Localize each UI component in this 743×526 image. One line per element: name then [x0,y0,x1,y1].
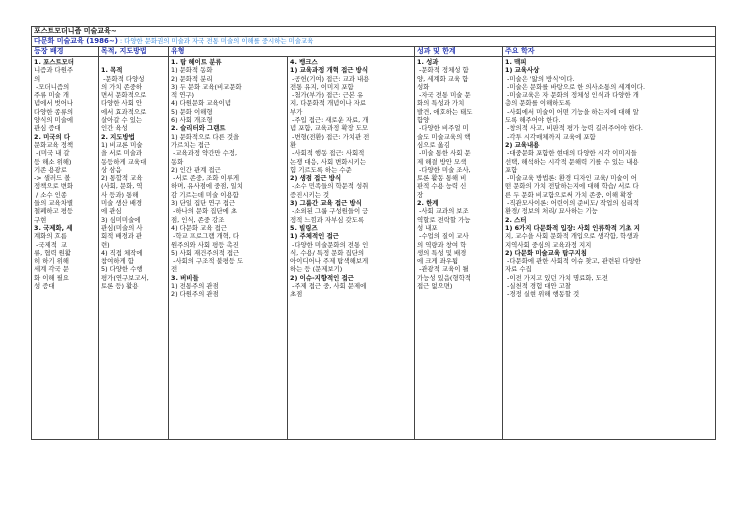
results-line: -다양한 미술 조사, [417,165,471,174]
typeA-line: 2) 다원주의 관점 [171,290,219,299]
typeB-line: 초점 [290,290,303,299]
scholars-line: -각투 시각매체까지 교육에 포함 [505,132,596,141]
purpose-line: 1) 비교론 미술 [101,140,143,149]
typeB-line: 환 [290,140,297,149]
typeA-line: 3) 단일 집단 연구 접근 [171,199,236,208]
document-title: 포스트모더니즘 미술교육~ [32,27,716,37]
column-results [415,57,503,440]
typeA-line: 2) 문화적 분리 [171,74,213,83]
scholars-line: -실천적 경험 대안 고찰 [505,282,572,291]
results-line: 역할로 전락할 가능 [417,215,471,224]
purpose-line: 회적 배경과 관 [101,232,143,241]
scholars-line: 른 두 문화 비교함으로써 가치 존중, 이해 확장 [505,190,633,199]
typeB-line: 2) 생점 접근 방식 [290,174,342,183]
background-line: 다양한 종류의 [34,107,74,116]
typeA-line: 4) 다원문화 교육이념 [171,99,232,108]
typeB-line: -변형(전환) 접근: 가치관 전 [290,132,370,141]
results-line: 장 [417,190,424,199]
background-line: 2. 미국의 다 [34,132,71,141]
purpose-line: 평가(연구보고서, [101,273,149,282]
background-line: 철폐하고 평등 [34,207,74,216]
results-line: -미술 통한 사회 문 [417,149,471,158]
results-line: 심으로 옮김 [417,140,450,149]
purpose-line: (사회, 문화, 역 [101,182,143,191]
typeA-line: 1) 전통주의 관점 [171,282,219,291]
typeB-line: 증진시키는 것 [290,190,330,199]
purpose-line: 을 서로 미술과 [101,149,143,158]
summary-table [31,26,716,440]
purpose-line: 관심(미술의 사 [101,223,143,232]
scholars-line: -경정 실현 위해 행동할 것 [505,290,580,299]
typeB-line: 아이디어나 주제 탐색해보게 [290,257,369,266]
purpose-line: 상 삼음 [101,165,122,174]
background-line: -(미국 내 갈 [34,149,70,158]
purpose-line: 에서 효과적으로 [101,107,147,116]
background-line: 양식의 미술에 [34,116,74,125]
typeA-line: 2. 슬리터와 그랜트 [171,124,226,133]
results-line: 양, 세계화 교육 함 [417,74,469,83]
results-line: 의 역량과 창여 학 [417,240,467,249]
background-line: 들의 교육차별 [34,199,74,208]
column-types-b [288,57,415,440]
typeA-line: -사회의 구조적 불평등 도 [171,257,244,266]
header-background: 등장 배경 [32,47,99,57]
typeA-line: 1) 문화적 동화 [171,66,213,75]
background-line: / 소수 인종 [34,190,67,199]
purpose-line: 토론 등) 활용 [101,282,139,291]
scholars-line: 선택, 해석하는 시각적 문해력 기를 수 있는 내용 [505,157,639,166]
results-line: 성화 [417,82,430,91]
scholars-line: 떤 문화의 가치 전달하는지에 대해 학습/ 서로 다 [505,182,639,191]
purpose-line: 에 관심 [101,207,122,216]
results-line: 화의 특성과 가치 [417,99,465,108]
typeB-line: 3) 그룹간 교육 접근 방식 [290,199,362,208]
purpose-line: 의 가치 존중하 [101,82,143,91]
typeB-line: 념 포함, 교육과정 확장 도모 [290,124,369,133]
typeA-line: 점, 인식, 존중 강조 [171,215,225,224]
results-line: -수업의 질이 교사 [417,232,469,241]
purpose-line: 살아갈 수 있는 [101,116,143,125]
background-line: 의 [34,74,41,83]
results-line: 가능성 있음(형학적 [417,273,471,282]
typeB-line: 1) 주체적인 접근 [290,232,339,241]
scholars-line: -직관모사이론: 어린이의 준비도/ 작업의 심리적 [505,199,640,208]
header-purpose: 목적, 지도방법 [99,47,169,57]
results-line: 술도 미술교육의 핵 [417,132,471,141]
column-background [32,57,99,440]
purpose-line: 인간 육성 [101,124,128,133]
scholars-line: 1) 교육사상 [505,66,540,75]
typeA-line: 1. 탐 헤이트 분류 [171,58,222,66]
typeB-line: -첨가(부가) 접근: 근본 유 [290,91,364,100]
typeA-line: 적 연구) [171,91,195,100]
results-line: -자국 전통 미술 문 [417,91,471,100]
scholars-line: 자료 수집 [505,265,532,274]
typeB-line: -공헌(기여) 접근: 교과 내용 [290,74,370,83]
purpose-line: 참여하게 함 [101,257,134,266]
background-line: 계화의 흐름 [34,232,67,241]
background-line: 화 이해 필요 [34,273,69,282]
typeB-line: 2) 이슈-지향적인 접근 [290,273,354,282]
subtitle-main: 다문화 미술교육 (1986~) [34,37,118,45]
scholars-line: 2) 다문화 미술교육 탐구지침 [505,248,587,257]
typeB-line: 논쟁 대응, 사회 변화시키는 [290,157,367,166]
scholars-line: -이전 가지고 있던 가치 명료화, 도전 [505,273,608,282]
background-line: -국제적 교 [34,240,68,249]
typeA-line: 3) 두 문화 교육(비교문화 [171,82,242,91]
typeA-line: -교육과정 약간만 수정, [171,149,238,158]
scholars-line: 지, 교수을 사회 문화적 개입으로 생각함, 학생과 [505,232,639,241]
typeA-line: 2) 인간 관계 접근 [171,165,221,174]
typeB-line: 지, 다문화적 개념이나 자료 [290,99,367,108]
background-line: 관심 증대 [34,124,61,133]
background-line: 문화교육 정책 [34,140,74,149]
background-line: 히 하기 위해 [34,257,69,266]
results-line: 2. 한계 [417,199,439,208]
typeB-line: -사회적 행동 접근: 사회적 [290,149,365,158]
scholars-line: 1) 6가지 다문화적 입장: 사회 인류학적 기초 지 [505,223,640,232]
background-line: 등 해소 위해) [34,157,72,166]
typeA-line: 전 [171,265,178,274]
scholars-line: -대중문화 포함한 현대의 다양한 시각 이미지들 [505,149,637,158]
scholars-line: 2. 스터 [505,215,527,224]
results-line: 판적 수용 능력 신 [417,182,467,191]
scholars-line: -사회에서 미술이 어떤 기능을 하는지에 대해 알 [505,107,639,116]
purpose-line: -문화적 다양성 [101,74,145,83]
typeA-line: 가르치는 접근 [171,140,211,149]
results-line: 성 내포 [417,223,438,232]
typeB-line: -소수 민족들의 학문적 성취 [290,182,369,191]
typeB-line: 부가 [290,107,303,116]
typeA-line: 1) 문화적으로 다른 것을 [171,132,240,141]
results-line: -관광적 교육이 될 [417,265,469,274]
typeB-line: -주제 접근 중, 사회 문제에 [290,282,367,291]
results-line: 제 해결 방안 모색 [417,157,467,166]
results-line: 접근 없으면) [417,282,453,291]
typeA-line: -서로 존중, 조화 이루게 [171,174,240,183]
scholars-line: -다문화에 관한 사회적 이슈 찾고, 관련된 다양한 [505,257,641,266]
purpose-line: 2) 통합적 교육 [101,174,143,183]
scholars-line: 포함 [505,165,518,174]
typeA-line: 6) 사회 개조형 [171,116,213,125]
purpose-line: 4) 직접 체작에 [101,248,143,257]
scholars-line: -미술교육은 자 문화의 정체성 인식과 다양한 개 [505,91,639,100]
background-line: 념에서 벗어나 [34,99,74,108]
typeB-line: 4. 뱅크스 [290,58,318,66]
purpose-line: 3) 심미미술에 [101,215,141,224]
typeB-line: 정적 느낌과 자부심 갖도록 [290,215,365,224]
scholars-line: -미술교육 방법론: 환경 디자인 교육/ 미술이 어 [505,174,637,183]
purpose-line: 련) [101,240,110,249]
scholars-line: -미술은 문화를 바탕으로 한 의사소통의 세계이다. [505,82,646,91]
section-subtitle [32,37,716,47]
background-line: 1. 포스트모더 [34,58,74,66]
typeA-line: 하며, 유사점에 중점, 일치 [171,182,243,191]
header-scholars: 주요 학자 [503,47,716,57]
typeB-line: 하는 등 (문제보기) [290,265,343,274]
typeB-line: 식, 수용/ 특정 문화 집단의 [290,248,365,257]
scholars-line: 2) 교육내용 [505,140,540,149]
scholars-line: 지역사회 중심의 교육과정 지지 [505,240,592,249]
background-line: 니즘과 다원주 [34,66,74,75]
background-line: -모더니즘의 [34,82,70,91]
typeA-line: 원주의와 사회 평등 촉진 [171,240,239,249]
results-line: 토론 활동 통해 비 [417,174,467,183]
background-line: 구현 [34,215,47,224]
results-line: 1. 성과 [417,58,439,66]
typeB-line: 전통 유지, 이미지 포함 [290,82,354,91]
typeA-line: -하나의 문화 집단에 초 [171,207,238,216]
purpose-line: 동등하게 교육대 [101,157,147,166]
typeA-line: -학교 프로그램 개혁, 다 [171,232,240,241]
header-types: 유형 [169,47,415,57]
purpose-line: 다양한 사회 안 [101,99,143,108]
typeA-line: 5) 사회 재건주의적 접근 [171,248,240,257]
background-line: -> 샐러드 볼 [34,174,71,183]
scholars-line: -미술은 '앎의 방식'이다. [505,74,575,83]
typeA-line: 3. 버비들 [171,273,199,282]
results-line: 에 크게 좌우됨 [417,257,459,266]
header-results: 성과 및 한계 [415,47,503,57]
scholars-line: 환경/ 정보의 처리/ 묘사하는 기능 [505,207,598,216]
background-line: 기존 용광로 [34,165,67,174]
subtitle-description: : 다양한 문화권의 미술과 자국 전통 미술의 이해를 중시하는 미술교육 [117,37,314,45]
purpose-line: 면서 문화적으로 [101,91,147,100]
scholars-line: 1. 맥피 [505,58,527,66]
background-line: 세계 각국 문 [34,265,69,274]
column-types-a [169,57,288,440]
typeB-line: -주입 접근: 새로운 자료, 개 [290,116,369,125]
results-line: -문화적 정체성 함 [417,66,469,75]
background-line: 3. 국제화, 세 [34,223,73,232]
typeA-line: 5) 문화 이해형 [171,107,213,116]
document [31,26,715,440]
typeA-line: 동화 [171,157,184,166]
purpose-line: 미술 생산 배경 [101,199,143,208]
results-line: 함양 [417,116,430,125]
background-line: 류, 협력 원활 [34,248,71,257]
purpose-line: 5) 다양한 수행 [101,265,143,274]
scholars-line: 도록 해주어야 한다. [505,116,561,125]
column-purpose [99,57,169,440]
typeB-line: -소외된 그룹 구성원들이 긍 [290,207,369,216]
results-line: 생의 특성 및 배경 [417,248,467,257]
typeB-line: -다양한 미술문화의 전통 인 [290,240,369,249]
purpose-line: 1. 목적 [101,66,123,75]
background-line: 정책으로 변화 [34,182,74,191]
column-scholars [503,57,716,440]
typeA-line: 4) 다문화 교육 접근 [171,223,227,232]
typeA-line: 감 기르는데 미술 이용함 [171,190,239,199]
scholars-line: -창의적 사고, 비판적 평가 능력 길러주어야 한다. [505,124,643,133]
results-line: 발견, 애호하는 태도 [417,107,473,116]
typeB-line: 5. 빌링즈 [290,223,318,232]
results-line: -다양한 비주얼 미 [417,124,469,133]
background-line: 성 증대 [34,282,55,291]
typeB-line: 1) 교육과정 개혁 접근 방식 [290,66,368,75]
purpose-line: 사 등과) 통해 [101,190,139,199]
typeB-line: 힘 기르도록 하는 수준 [290,165,352,174]
scholars-line: 층의 문화를 이해하도록 [505,99,571,108]
results-line: -사회 교과의 보조 [417,207,469,216]
background-line: 주류 미술 개 [34,91,69,100]
purpose-line: 2. 지도방법 [101,132,135,141]
